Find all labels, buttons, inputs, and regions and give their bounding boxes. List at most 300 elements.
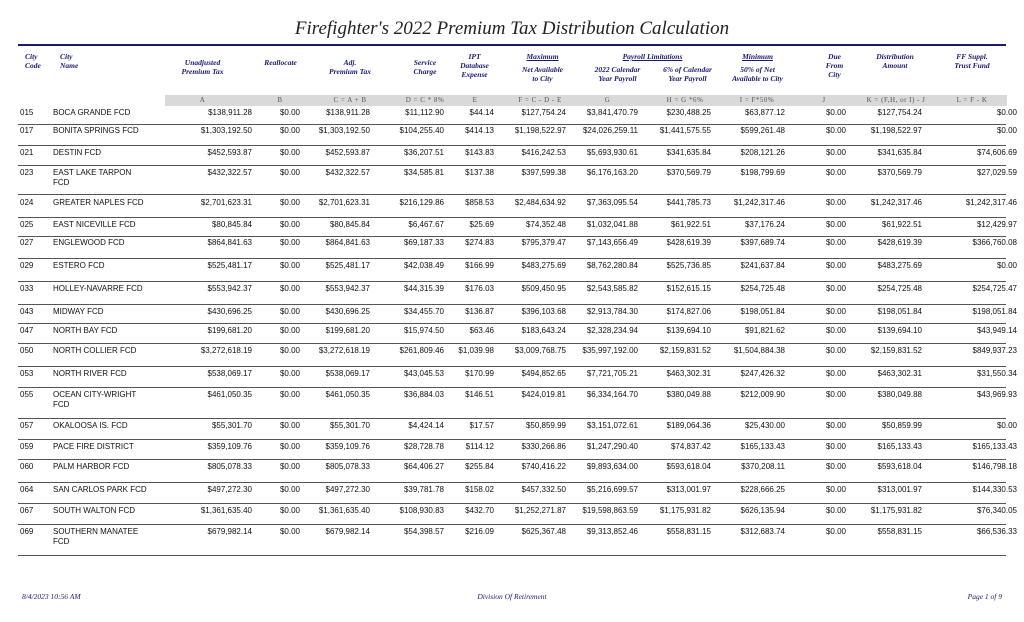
cell-k: $50,859.99 xyxy=(881,421,922,430)
table-row xyxy=(18,462,1017,483)
cell-j: $0.00 xyxy=(825,346,846,355)
header-maximum: Maximum Net Available to City xyxy=(521,52,564,83)
city-name: PACE FIRE DISTRICT xyxy=(53,442,134,451)
city-code: 050 xyxy=(20,346,34,355)
table-row xyxy=(18,307,1017,324)
cell-e: $216.09 xyxy=(465,527,494,536)
cell-k: $254,725.48 xyxy=(877,284,922,293)
cell-b: $0.00 xyxy=(279,369,300,378)
cell-b: $0.00 xyxy=(279,462,300,471)
city-name: BOCA GRANDE FCD xyxy=(53,108,131,117)
cell-g: $24,026,259.11 xyxy=(582,126,638,135)
cell-c: $1,303,192.50 xyxy=(318,126,370,135)
cell-b: $0.00 xyxy=(279,148,300,157)
table-row xyxy=(18,485,1017,504)
cell-k: $1,175,931.82 xyxy=(870,506,922,515)
cell-b: $0.00 xyxy=(279,238,300,247)
cell-a: $3,272,618.19 xyxy=(200,346,252,355)
cell-j: $0.00 xyxy=(825,442,846,451)
header-calendar-payroll: 2022 Calendar Year Payroll xyxy=(594,65,641,83)
formula-b: B xyxy=(277,96,283,104)
cell-l: $66,536.33 xyxy=(976,527,1017,536)
cell-g: $9,313,852.46 xyxy=(586,527,638,536)
cell-i: $25,430.00 xyxy=(744,421,785,430)
cell-c: $538,069.17 xyxy=(325,369,370,378)
cell-g: $3,151,072.61 xyxy=(586,421,638,430)
cell-d: $36,884.03 xyxy=(403,390,444,399)
cell-e: $143.83 xyxy=(465,148,494,157)
city-name: EAST NICEVILLE FCD xyxy=(53,220,136,229)
cell-j: $0.00 xyxy=(825,108,846,117)
cell-b: $0.00 xyxy=(279,527,300,536)
table-row xyxy=(18,126,1017,146)
cell-g: $3,841,470.79 xyxy=(586,108,638,117)
cell-f: $183,643.24 xyxy=(521,326,566,335)
cell-b: $0.00 xyxy=(279,421,300,430)
cell-a: $432,322.57 xyxy=(207,168,252,177)
cell-g: $9,893,634.00 xyxy=(586,462,638,471)
city-name: SAN CARLOS PARK FCD xyxy=(53,485,147,494)
city-name: ESTERO FCD xyxy=(53,261,105,270)
cell-i: $626,135.94 xyxy=(740,506,785,515)
cell-d: $39,781.78 xyxy=(403,485,444,494)
footer-timestamp: 8/4/2023 10:56 AM xyxy=(22,592,81,601)
formula-a: A xyxy=(199,96,206,104)
cell-k: $2,159,831.52 xyxy=(870,346,922,355)
formula-d: D = C * 8% xyxy=(405,96,445,104)
cell-l: $198,051.84 xyxy=(972,307,1017,316)
cell-f: $397,599.38 xyxy=(521,168,566,177)
cell-b: $0.00 xyxy=(279,326,300,335)
formula-e: E xyxy=(472,96,478,104)
cell-d: $6,467.67 xyxy=(408,220,444,229)
city-name: PALM HARBOR FCD xyxy=(53,462,130,471)
cell-d: $69,187.33 xyxy=(403,238,444,247)
cell-b: $0.00 xyxy=(279,198,300,207)
cell-c: $3,272,618.19 xyxy=(318,346,370,355)
cell-j: $0.00 xyxy=(825,198,846,207)
cell-a: $497,272.30 xyxy=(207,485,252,494)
city-code: 023 xyxy=(20,168,34,177)
cell-h: $593,618.04 xyxy=(666,462,711,471)
header-unadjusted: Unadjusted Premium Tax xyxy=(181,58,224,76)
cell-l: $366,760.08 xyxy=(972,238,1017,247)
table-row xyxy=(18,326,1017,344)
cell-k: $428,619.39 xyxy=(877,238,922,247)
table-row xyxy=(18,421,1017,440)
cell-i: $165,133.43 xyxy=(740,442,785,451)
table-row xyxy=(18,168,1017,195)
cell-g: $6,176,163.20 xyxy=(586,168,638,177)
city-name: GREATER NAPLES FCD xyxy=(53,198,144,207)
cell-l: $76,340.05 xyxy=(976,506,1017,515)
formula-i: I = F*50% xyxy=(739,96,775,104)
cell-g: $7,363,095.54 xyxy=(586,198,638,207)
cell-h: $558,831.15 xyxy=(666,527,711,536)
cell-k: $139,694.10 xyxy=(877,326,922,335)
cell-j: $0.00 xyxy=(825,390,846,399)
cell-f: $74,352.48 xyxy=(525,220,566,229)
cell-f: $2,484,634.92 xyxy=(514,198,566,207)
cell-g: $2,543,585.82 xyxy=(586,284,638,293)
cell-l: $0.00 xyxy=(996,108,1017,117)
cell-c: $679,982.14 xyxy=(325,527,370,536)
cell-f: $330,266.86 xyxy=(521,442,566,451)
city-name: NORTH BAY FCD xyxy=(53,326,118,335)
formula-l: L = F - K xyxy=(956,96,988,104)
city-name-continued: FCD xyxy=(53,400,70,409)
cell-g: $7,143,656.49 xyxy=(586,238,638,247)
cell-d: $4,424.14 xyxy=(408,421,444,430)
city-code: 021 xyxy=(20,148,34,157)
cell-l: $146,798.18 xyxy=(972,462,1017,471)
cell-k: $127,754.24 xyxy=(877,108,922,117)
cell-c: $359,109.76 xyxy=(325,442,370,451)
cell-i: $228,666.25 xyxy=(740,485,785,494)
cell-g: $2,328,234.94 xyxy=(586,326,638,335)
cell-f: $494,852.65 xyxy=(521,369,566,378)
cell-k: $313,001.97 xyxy=(877,485,922,494)
cell-d: $261,809.46 xyxy=(399,346,444,355)
cell-d: $11,112.90 xyxy=(405,108,444,117)
cell-a: $2,701,623.31 xyxy=(200,198,252,207)
city-code: 069 xyxy=(20,527,34,536)
cell-h: $341,635.84 xyxy=(666,148,711,157)
cell-b: $0.00 xyxy=(279,307,300,316)
cell-h: $370,569.79 xyxy=(666,168,711,177)
city-code: 047 xyxy=(20,326,34,335)
cell-e: $63.46 xyxy=(469,326,494,335)
header-adj-premium: Adj. Premium Tax xyxy=(328,58,372,76)
cell-f: $740,416.22 xyxy=(521,462,566,471)
cell-g: $8,762,280.84 xyxy=(586,261,638,270)
cell-e: $170.99 xyxy=(465,369,494,378)
cell-l: $0.00 xyxy=(996,261,1017,270)
cell-d: $34,455.70 xyxy=(403,307,444,316)
cell-k: $198,051.84 xyxy=(877,307,922,316)
city-code: 024 xyxy=(20,198,34,207)
cell-f: $457,332.50 xyxy=(521,485,566,494)
cell-k: $165,133.43 xyxy=(877,442,922,451)
cell-f: $396,103.68 xyxy=(521,307,566,316)
cell-c: $138,911.28 xyxy=(326,108,370,117)
cell-k: $61,922.51 xyxy=(881,220,922,229)
cell-c: $2,701,623.31 xyxy=(318,198,370,207)
header-distribution: Distribution Amount xyxy=(876,52,914,70)
cell-j: $0.00 xyxy=(825,369,846,378)
cell-c: $199,681.20 xyxy=(325,326,370,335)
city-code: 060 xyxy=(20,462,34,471)
city-code: 064 xyxy=(20,485,34,494)
cell-l: $0.00 xyxy=(996,126,1017,135)
cell-b: $0.00 xyxy=(279,220,300,229)
cell-l: $254,725.47 xyxy=(972,284,1017,293)
cell-c: $553,942.37 xyxy=(325,284,370,293)
city-code: 043 xyxy=(20,307,34,316)
cell-c: $525,481.17 xyxy=(325,261,370,270)
footer-page: Page 1 of 9 xyxy=(967,592,1002,601)
cell-a: $538,069.17 xyxy=(207,369,252,378)
cell-j: $0.00 xyxy=(825,238,846,247)
cell-l: $43,969.93 xyxy=(976,390,1017,399)
cell-d: $104,255.40 xyxy=(399,126,444,135)
cell-l: $144,330.53 xyxy=(972,485,1017,494)
cell-f: $1,198,522.97 xyxy=(514,126,566,135)
cell-g: $19,598,863.59 xyxy=(582,506,638,515)
cell-h: $1,175,931.82 xyxy=(659,506,711,515)
cell-i: $208,121.26 xyxy=(740,148,785,157)
cell-e: $137.38 xyxy=(465,168,494,177)
cell-g: $7,721,705.21 xyxy=(586,369,638,378)
cell-l: $27,029.59 xyxy=(976,168,1017,177)
cell-i: $63,877.12 xyxy=(744,108,785,117)
cell-a: $525,481.17 xyxy=(207,261,252,270)
cell-l: $31,550.34 xyxy=(976,369,1017,378)
cell-i: $599,261.48 xyxy=(740,126,785,135)
cell-h: $2,159,831.52 xyxy=(659,346,711,355)
cell-g: $5,693,930.61 xyxy=(586,148,638,157)
cell-e: $255.84 xyxy=(465,462,494,471)
header-service-charge: Service Charge xyxy=(413,58,437,76)
city-code: 059 xyxy=(20,442,34,451)
cell-g: $5,216,699.57 xyxy=(586,485,638,494)
city-name: DESTIN FCD xyxy=(53,148,101,157)
table-row xyxy=(18,220,1017,237)
cell-i: $198,799.69 xyxy=(740,168,785,177)
cell-b: $0.00 xyxy=(279,126,300,135)
cell-g: $1,247,290.40 xyxy=(586,442,638,451)
city-name-continued: FCD xyxy=(53,537,70,546)
cell-j: $0.00 xyxy=(825,421,846,430)
cell-e: $858.53 xyxy=(465,198,494,207)
cell-k: $341,635.84 xyxy=(877,148,922,157)
header-due-from-city: Due From City xyxy=(825,52,844,79)
cell-k: $370,569.79 xyxy=(877,168,922,177)
cell-f: $483,275.69 xyxy=(521,261,566,270)
cell-k: $463,302.31 xyxy=(877,369,922,378)
cell-f: $509,450.95 xyxy=(521,284,566,293)
cell-i: $397,689.74 xyxy=(740,238,785,247)
cell-e: $432.70 xyxy=(465,506,494,515)
city-code: 017 xyxy=(20,126,34,135)
cell-h: $441,785.73 xyxy=(666,198,711,207)
cell-d: $108,930.83 xyxy=(399,506,444,515)
cell-c: $55,301.70 xyxy=(329,421,370,430)
cell-a: $55,301.70 xyxy=(211,421,252,430)
cell-b: $0.00 xyxy=(279,506,300,515)
header-minimum: Minimum 50% of Net Available to City xyxy=(732,52,783,83)
cell-h: $61,922.51 xyxy=(670,220,711,229)
cell-f: $1,252,271.87 xyxy=(514,506,566,515)
cell-b: $0.00 xyxy=(279,442,300,451)
cell-i: $247,426.32 xyxy=(740,369,785,378)
header-rule xyxy=(18,44,1006,46)
cell-f: $424,019.81 xyxy=(521,390,566,399)
city-name: BONITA SPRINGS FCD xyxy=(53,126,139,135)
header-reallocate: Reallocate xyxy=(264,58,297,67)
cell-b: $0.00 xyxy=(279,108,300,117)
cell-j: $0.00 xyxy=(825,527,846,536)
cell-f: $416,242.53 xyxy=(521,148,566,157)
cell-l: $1,242,317.46 xyxy=(965,198,1017,207)
cell-e: $136.87 xyxy=(465,307,494,316)
cell-a: $1,361,635.40 xyxy=(200,506,252,515)
formula-k: K = (F,H, or I) - J xyxy=(866,96,926,104)
city-name: SOUTHERN MANATEE xyxy=(53,527,139,536)
cell-j: $0.00 xyxy=(825,462,846,471)
city-code: 057 xyxy=(20,421,34,430)
header-ff-suppl: FF Suppl. Trust Fund xyxy=(954,52,990,70)
cell-a: $80,845.84 xyxy=(211,220,252,229)
cell-j: $0.00 xyxy=(825,506,846,515)
cell-g: $1,032,041.88 xyxy=(586,220,638,229)
formula-g: G xyxy=(604,96,611,104)
city-name: OKALOOSA IS. FCD xyxy=(53,421,128,430)
city-name: OCEAN CITY-WRIGHT xyxy=(53,390,137,399)
city-name: NORTH RIVER FCD xyxy=(53,369,127,378)
cell-k: $1,242,317.46 xyxy=(870,198,922,207)
cell-e: $1,039.98 xyxy=(458,346,494,355)
header-payroll-limitations: Payroll Limitations xyxy=(622,52,683,61)
cell-h: $1,441,575.55 xyxy=(659,126,711,135)
cell-e: $25.69 xyxy=(469,220,494,229)
cell-a: $679,982.14 xyxy=(207,527,252,536)
city-name: SOUTH WALTON FCD xyxy=(53,506,136,515)
cell-b: $0.00 xyxy=(279,390,300,399)
cell-d: $44,315.39 xyxy=(403,284,444,293)
cell-e: $166.99 xyxy=(465,261,494,270)
cell-c: $1,361,635.40 xyxy=(318,506,370,515)
cell-g: $6,334,164.70 xyxy=(586,390,638,399)
cell-j: $0.00 xyxy=(825,261,846,270)
table-row xyxy=(18,261,1017,282)
city-code: 033 xyxy=(20,284,34,293)
cell-b: $0.00 xyxy=(279,168,300,177)
table-row xyxy=(18,390,1017,419)
cell-d: $28,728.78 xyxy=(403,442,444,451)
cell-d: $42,038.49 xyxy=(403,261,444,270)
cell-i: $212,009.90 xyxy=(740,390,785,399)
cell-c: $452,593.87 xyxy=(325,148,370,157)
city-code: 067 xyxy=(20,506,34,515)
cell-f: $127,754.24 xyxy=(521,108,566,117)
cell-c: $432,322.57 xyxy=(325,168,370,177)
formula-j: J xyxy=(822,96,826,104)
cell-g: $2,913,784.30 xyxy=(586,307,638,316)
cell-f: $795,379.47 xyxy=(521,238,566,247)
city-code: 053 xyxy=(20,369,34,378)
cell-l: $12,429.97 xyxy=(976,220,1017,229)
cell-j: $0.00 xyxy=(825,326,846,335)
cell-h: $525,736.85 xyxy=(666,261,711,270)
cell-j: $0.00 xyxy=(825,220,846,229)
city-name-continued: FCD xyxy=(53,178,70,187)
cell-h: $313,001.97 xyxy=(666,485,711,494)
cell-e: $17.57 xyxy=(469,421,494,430)
table-row xyxy=(18,369,1017,388)
cell-h: $152,615.15 xyxy=(666,284,711,293)
cell-c: $461,050.35 xyxy=(325,390,370,399)
cell-a: $1,303,192.50 xyxy=(200,126,252,135)
cell-j: $0.00 xyxy=(825,284,846,293)
table-row xyxy=(18,346,1017,367)
cell-i: $312,683.74 xyxy=(740,527,785,536)
cell-a: $359,109.76 xyxy=(207,442,252,451)
cell-a: $461,050.35 xyxy=(207,390,252,399)
cell-i: $254,725.48 xyxy=(740,284,785,293)
cell-k: $558,831.15 xyxy=(877,527,922,536)
cell-b: $0.00 xyxy=(279,485,300,494)
footer-division: Division Of Retirement xyxy=(477,592,547,601)
cell-j: $0.00 xyxy=(825,126,846,135)
cell-i: $37,176.24 xyxy=(744,220,785,229)
report-title: Firefighter's 2022 Premium Tax Distribution Calculation xyxy=(294,18,730,39)
city-code: 055 xyxy=(20,390,34,399)
cell-e: $158.02 xyxy=(465,485,494,494)
cell-c: $430,696.25 xyxy=(325,307,370,316)
cell-i: $241,637.84 xyxy=(740,261,785,270)
table-row xyxy=(18,506,1017,525)
cell-e: $176.03 xyxy=(465,284,494,293)
header-city-name: City Name xyxy=(60,52,79,70)
table-row xyxy=(18,284,1017,305)
city-code: 015 xyxy=(20,108,34,117)
cell-c: $864,841.63 xyxy=(325,238,370,247)
cell-k: $593,618.04 xyxy=(877,462,922,471)
cell-e: $414.13 xyxy=(465,126,494,135)
cell-f: $625,367.48 xyxy=(521,527,566,536)
cell-d: $43,045.53 xyxy=(403,369,444,378)
cell-a: $553,942.37 xyxy=(207,284,252,293)
cell-k: $380,049.88 xyxy=(877,390,922,399)
city-code: 029 xyxy=(20,261,34,270)
table-row xyxy=(18,198,1017,218)
cell-h: $380,049.88 xyxy=(666,390,711,399)
header-six-pct-payroll: 6% of Calendar Year Payroll xyxy=(663,65,712,83)
cell-e: $274.83 xyxy=(465,238,494,247)
formula-f: F = C - D - E xyxy=(518,96,562,104)
city-name: MIDWAY FCD xyxy=(53,307,104,316)
cell-c: $497,272.30 xyxy=(325,485,370,494)
cell-h: $174,827.06 xyxy=(666,307,711,316)
table-row xyxy=(18,238,1017,259)
cell-d: $54,398.57 xyxy=(403,527,444,536)
cell-k: $483,275.69 xyxy=(877,261,922,270)
header-city-code: City Code xyxy=(25,52,41,70)
cell-f: $50,859.99 xyxy=(525,421,566,430)
cell-e: $114.12 xyxy=(465,442,494,451)
cell-j: $0.00 xyxy=(825,307,846,316)
cell-a: $452,593.87 xyxy=(207,148,252,157)
table-row xyxy=(18,148,1017,166)
cell-a: $199,681.20 xyxy=(207,326,252,335)
cell-h: $230,488.25 xyxy=(666,108,711,117)
city-code: 025 xyxy=(20,220,34,229)
cell-e: $146.51 xyxy=(465,390,494,399)
cell-h: $189,064.36 xyxy=(666,421,711,430)
cell-a: $864,841.63 xyxy=(207,238,252,247)
cell-d: $36,207.51 xyxy=(403,148,444,157)
cell-i: $198,051.84 xyxy=(740,307,785,316)
city-name: EAST LAKE TARPON xyxy=(53,168,132,177)
table-row xyxy=(18,527,1017,556)
cell-c: $805,078.33 xyxy=(325,462,370,471)
cell-l: $849,937.23 xyxy=(972,346,1017,355)
cell-j: $0.00 xyxy=(825,485,846,494)
city-name: HOLLEY-NAVARRE FCD xyxy=(53,284,143,293)
cell-b: $0.00 xyxy=(279,346,300,355)
cell-b: $0.00 xyxy=(279,261,300,270)
